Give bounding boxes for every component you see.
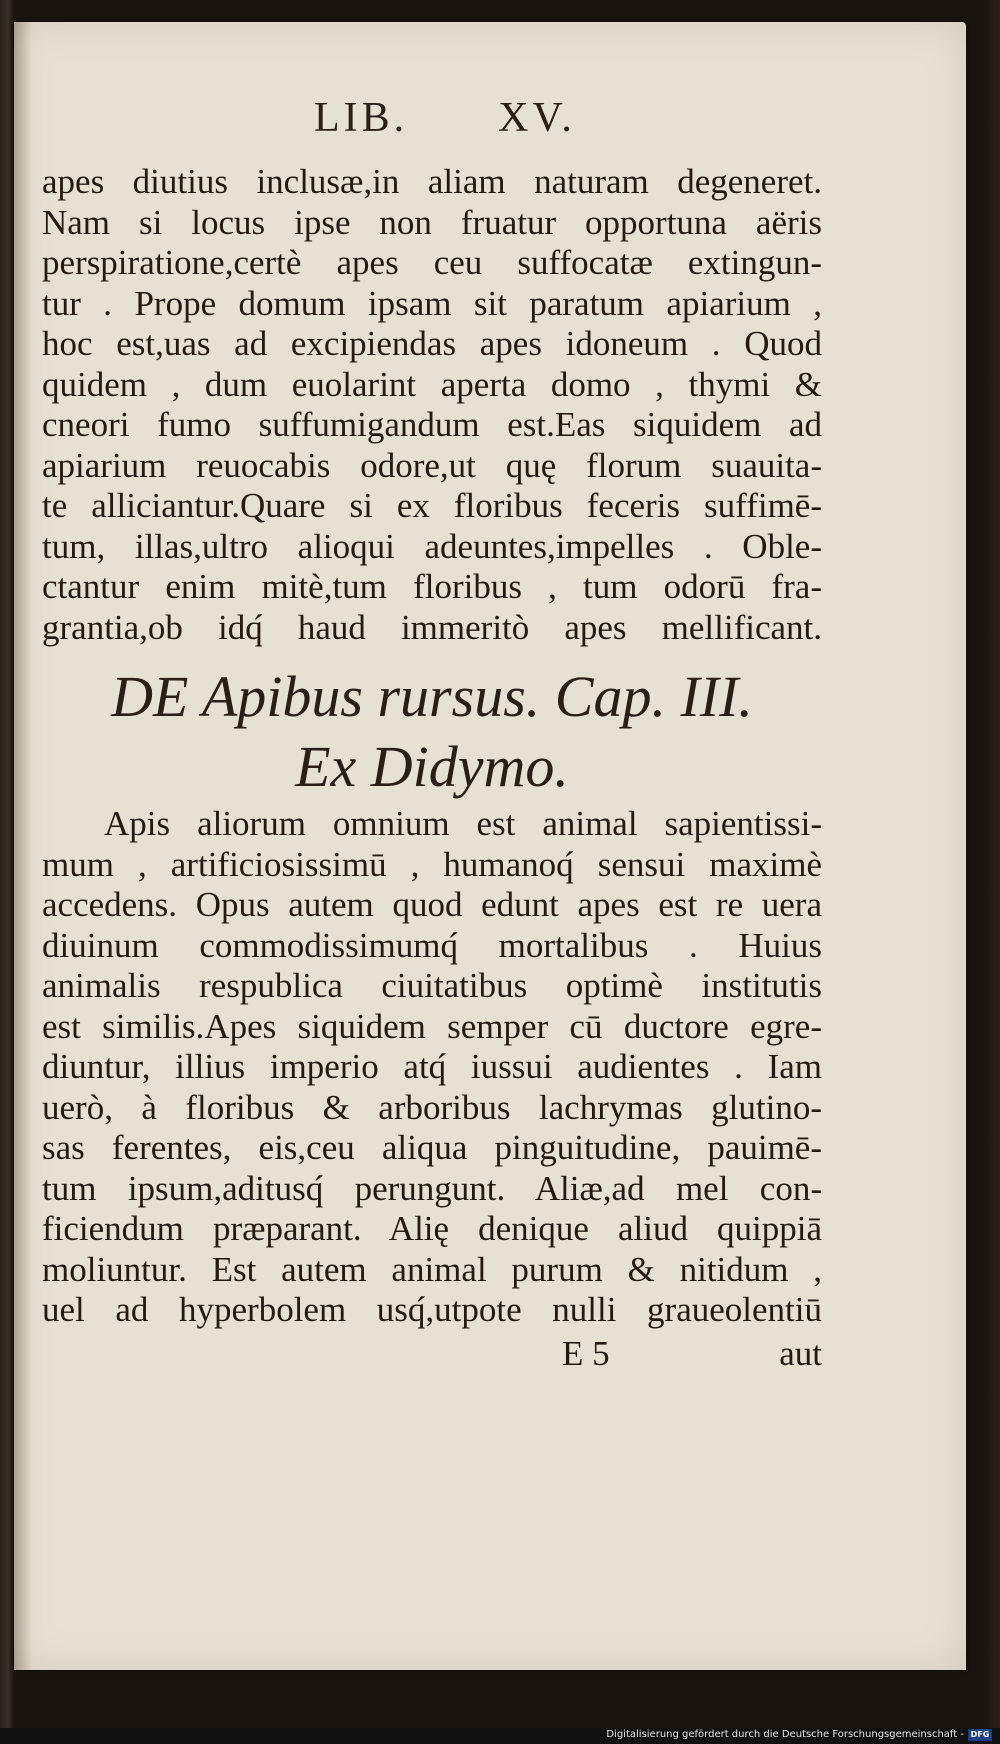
text-line: accedens. Opus autem quod edunt apes est re uera — [42, 885, 822, 924]
paragraph-1 — [42, 162, 822, 648]
chapter-heading — [42, 662, 822, 802]
page-gutter-shadow — [14, 22, 32, 1670]
paragraph-2 — [42, 804, 822, 1331]
text-line: te alliciantur.Quare si ex floribus feceris suffimē- — [42, 486, 822, 525]
chapter-title: DE Apibus rursus. Cap. III. — [111, 664, 753, 729]
text-line: sas ferentes, eis,ceu aliqua pinguitudine, pauimē- — [42, 1128, 822, 1167]
running-head-number: XV. — [498, 95, 576, 141]
text-line: tum, illas,ultro alioqui adeuntes,impelles . Oble- — [42, 526, 822, 566]
text-line: diuinum commodissimumq́ mortalibus . Huius — [42, 925, 822, 965]
chapter-source: Ex Didymo. — [295, 734, 569, 799]
text-line: quidem , dum euolarint aperta domo , thymi & — [42, 364, 822, 404]
text-line: ficiendum præparant. Alię denique aliud quippiā — [42, 1209, 822, 1248]
text-line: uerò, à floribus & arboribus lachrymas glutino- — [42, 1087, 822, 1127]
text-line: animalis respublica ciuitatibus optimè institutis — [42, 966, 822, 1005]
text-line: uel ad hyperbolem usq́,utpote nulli graueolentiū — [42, 1290, 822, 1329]
text-line: mum , artificiosissimū , humanoq́ sensui maximè — [42, 844, 822, 884]
text-line: apes diutius inclusæ,in aliam naturam degeneret. — [42, 162, 822, 201]
text-line: ctantur enim mitè,tum floribus , tum odorū fra- — [42, 567, 822, 606]
text-line: moliuntur. Est autem animal purum & nitidum , — [42, 1249, 822, 1289]
text-line: tum ipsum,aditusq́ perungunt. Aliæ,ad mel con- — [42, 1168, 822, 1208]
catchword: aut — [779, 1334, 822, 1373]
dfg-logo: DFG — [968, 1729, 992, 1741]
running-head-book: LIB. — [314, 95, 409, 141]
text-line: cneori fumo suffumigandum est.Eas siquidem ad — [42, 405, 822, 444]
text-line: tur . Prope domum ipsam sit paratum apiarium , — [42, 283, 822, 323]
text-line: diuntur, illius imperio atq́ iussui audientes . Iam — [42, 1047, 822, 1086]
text-line: Nam si locus ipse non fruatur opportuna aëris — [42, 202, 822, 242]
text-line: grantia,ob idq́ haud immeritò apes mellificant. — [42, 607, 822, 647]
text-line: Apis aliorum omnium est animal sapientissi- — [104, 804, 822, 843]
text-line: est similis.Apes siquidem semper cū ductore egre- — [42, 1006, 822, 1046]
book-page — [14, 22, 966, 1670]
signature-mark: E 5 — [562, 1334, 610, 1373]
running-head — [314, 94, 694, 142]
text-line: hoc est,uas ad excipiendas apes idoneum . Quod — [42, 324, 822, 363]
funding-credit: Digitalisierung gefördert durch die Deutsche Forschungsgemeinschaft - — [606, 1729, 964, 1740]
text-line: perspiratione,certè apes ceu suffocatæ extingun- — [42, 243, 822, 282]
text-line: apiarium reuocabis odore,ut quę florum suauita- — [42, 445, 822, 485]
